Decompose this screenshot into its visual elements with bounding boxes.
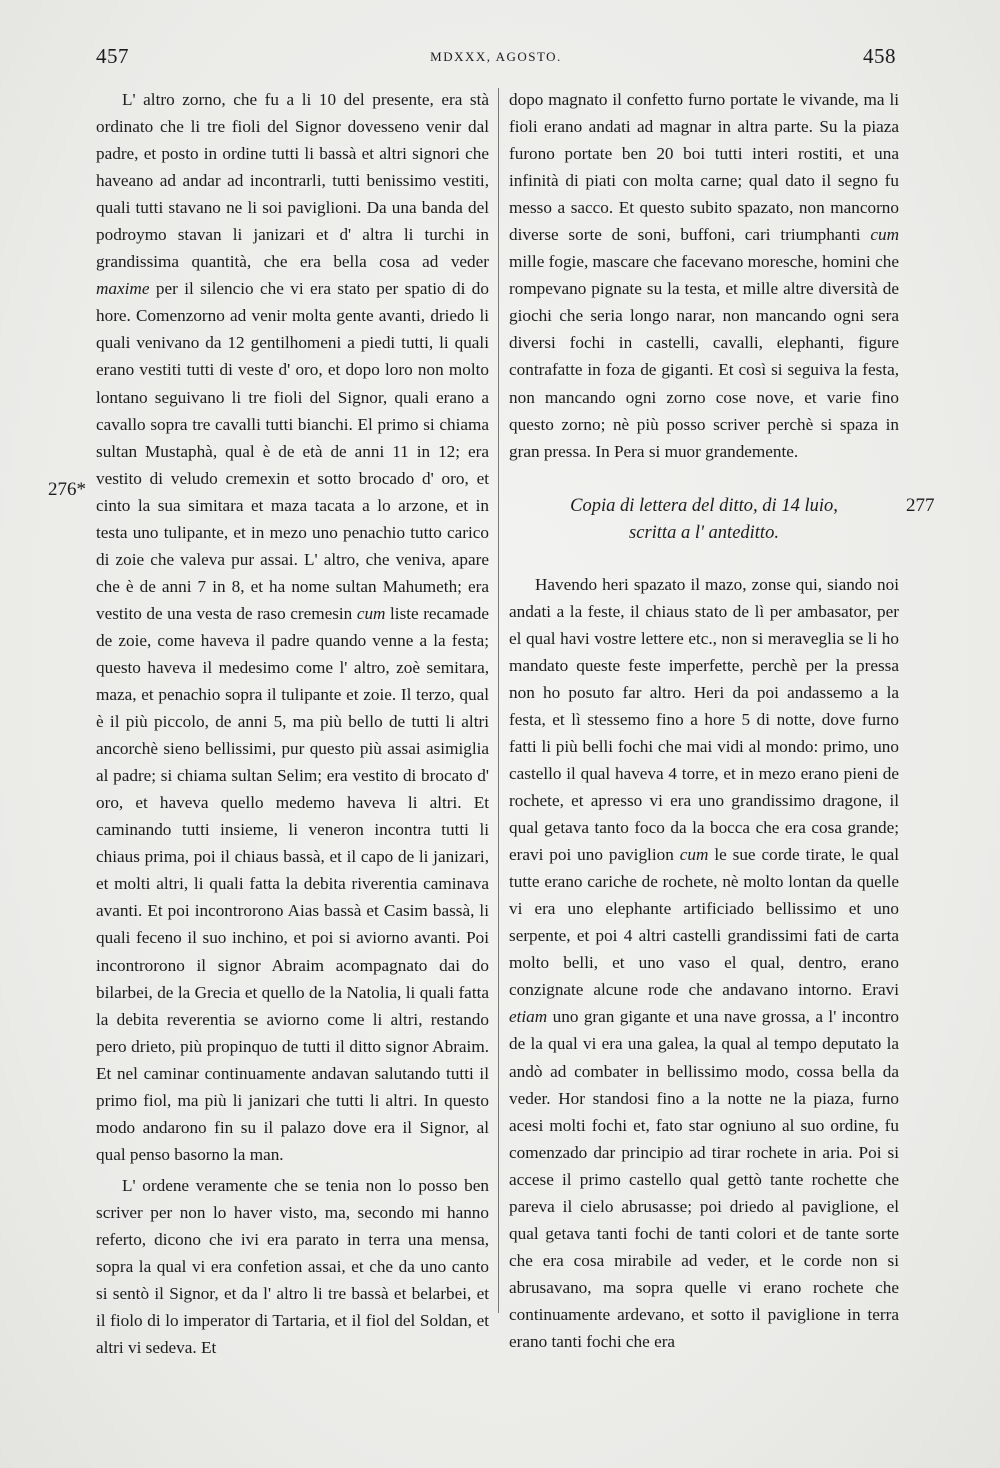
- letter-heading-line: Copia di lettera del ditto, di 14 luio,: [570, 495, 838, 516]
- column-divider: [498, 88, 499, 1313]
- running-head: [96, 44, 896, 74]
- letter-heading-line: scritta a l' anteditto.: [629, 522, 779, 543]
- paragraph: [96, 86, 489, 1168]
- letter-heading: [509, 493, 899, 547]
- text: le sue corde tirate, le qual tutte erano cariche de rochete, nè molto lontan da quelle vi era uno elephante artificiado bellissimo et uno serpente, et poi 4 altri castelli grandissimi fati de carta molto belli, et uno vaso el qual, dentro, erano conzignate alcune rode che andavano intorno. Eravi: [509, 845, 900, 1000]
- page-number-right: 458: [863, 44, 896, 68]
- text: mille fogie, mascare che facevano moresche, homini che rompevano pignate su la testa, et mille altre diversità de giochi che seria longo narar, non mancando ogni sera diversi fochi in castelli, cavalli, elephanti, figure contrafatte in foza de giganti. Et così si seguiva la festa, non mancando ogni zorno cose nove, et varie fino questo zorno; nè più posso scriver perchè si spaza in gran pressa. In Pera si muor grandemente.: [509, 252, 899, 461]
- paragraph: [96, 1172, 489, 1361]
- margin-note-left: 276*: [48, 479, 86, 500]
- text: Havendo heri spazato il mazo, zonse qui, siando noi andati a la feste, il chiaus stato de lì per ambasator, per el qual havi vostre lettere etc., non si meraveglia se li ho mandato queste feste imperfette, perchè per la pressa non ho posuto far altro. Heri da poi andassemo a la festa, et lì stessemo fino a hore 5 di notte, dove furno fatti li più belli fochi che mai vidi al mondo: primo, uno castello il qual haveva 4 torre, et in mezo erano pieni de rochete, et apresso vi era uno grandissimo dragone, il qual getava tanto foco da la bocca che era cosa grande; eravi poi uno paviglion: [509, 574, 899, 865]
- page-number-left: 457: [96, 44, 129, 68]
- italic-term: maxime: [96, 279, 150, 299]
- paragraph: [509, 571, 899, 1355]
- text: L' altro zorno, che fu a li 10 del presente, era stà ordinato che li tre fioli del Signor dovesseno venir dal padre, et posto in ordine tutti li bassà et altri signori che haveano ad andar ad incontrarli, tutti benissimo vestiti, quali tutti stavano ne li soi paviglioni. Da una banda del podroymo stavan li janizari et d' altra li turchi in grandissima quantità, che era bella cosa ad veder: [96, 90, 489, 272]
- left-column: [96, 86, 489, 1361]
- paragraph-continued: [509, 86, 899, 465]
- right-column: [509, 86, 899, 1355]
- italic-term: cum: [356, 603, 386, 623]
- italic-term: cum: [679, 845, 709, 865]
- margin-note-right: 277: [906, 495, 935, 516]
- text: L' ordene veramente che se tenia non lo posso ben scriver per non lo haver visto, ma, secondo mi hanno referto, dicono che ivi era parato in terra una mensa, sopra la qual vi era confetion assai, et che da uno canto si sentò il Signor, et da l' altro li tre bassà et belarbei, et il fiolo di lo imperator di Tartaria, et il fiol del Soldan, et altri vi sedeva. Et: [96, 1175, 489, 1358]
- text: per il silencio che vi era stato per spatio di do hore. Comenzorno ad venir molta gente avanti, driedo li quali venivano da 12 gentilhomeni a piedi tutti, li quali erano vestiti tutti di veste d' oro, et dopo loro non molto lontano seguivano li tre fioli del Signor, quali erano a cavallo sopra tre cavalli tutti bianchi. El primo si chiama sultan Mustaphà, qual è de età de anni 11 in 12; era vestito di veludo cremexin et sotto brocado d' oro, et cinto la sua simitara et maza tacata a lo arzone, et in testa uno tulipante, et in mezo uno penachio tutto carico di zoie che valeva pur assai. L' altro, che veniva, apare che è de anni 7 in 8, et ha nome sultan Mahumeth; era vestito de una vesta de raso cremesin: [96, 279, 489, 623]
- running-title: MDXXX, AGOSTO.: [430, 49, 562, 64]
- text: dopo magnato il confetto furno portate le vivande, ma li fioli erano andati ad magnar in altra parte. Su la piaza furono portate ben 20 boi tutti interi rostiti, et una infinità di piati con molta carne; qual dato il segno fu messo a sacco. Et questo subito spazato, non mancorno diverse sorte de soni, buffoni, cari triumphanti: [509, 90, 899, 245]
- italic-term: etiam: [509, 1007, 548, 1027]
- text: uno gran gigante et una nave grossa, a l' incontro de la qual vi era una galea, la qual al tempo deputato la andò ad combater in bellissimo modo, cossa bella da veder. Hor standosi fino a la notte ne la piaza, furno acesi molti fochi et, fato star ogniuno al suo ordine, fu comenzado dar principio ad tirar rochete in aria. Poi si accese il primo castello qual gettò tante rochette che pareva il cielo abrusasse; poi driedo al paviglione, el qual getava tanti fochi de tanti colori et de tante sorte che era cosa mirabile ad veder, et le corde non si abrusavano, ma sopra quelle vi erano rochete che continuamente ardevano, et sotto il paviglione in terra erano tanti fochi che era: [509, 1007, 900, 1351]
- text: liste recamade de zoie, come haveva il padre quando venne a la festa; questo haveva il medesimo come l' altro, zoè semitara, maza, et penachio sopra il tulipante et zoie. Il terzo, qual è il più piccolo, de anni 5, ma più bello de tutti li altri ancorchè sieno bellissimi, pur questo più assai asimiglia al padre; si chiama sultan Selim; era vestito di brocato d' oro, et haveva quello medemo haveva li altri. Et caminando tutti insieme, li veneron incontra tutti li chiaus prima, poi il chiaus bassà, et il capo de li janizari, et molti altri, li quali fatta la debita riverentia caminava avanti. Et poi incontrorono Aias bassà et Casim bassà, li quali feceno il suo inchino, et poi si aviorno avanti. Poi incontrorono il signor Abraim acompagnato dai do bilarbei, de la Grecia et quello de la Natolia, li quali fatta la debita reverentia se aviorno come li altri, restando pero drieto, più propinquo de tutti il ditto signor Abraim. Et nel caminar continuamente andavan salutando tutti il primo fiol, ma più li janizari che tutti li altri. In questo modo andarono fin su il palazo dove era il Signor, al qual penso basorno la man.: [96, 603, 490, 1164]
- italic-term: cum: [870, 225, 900, 245]
